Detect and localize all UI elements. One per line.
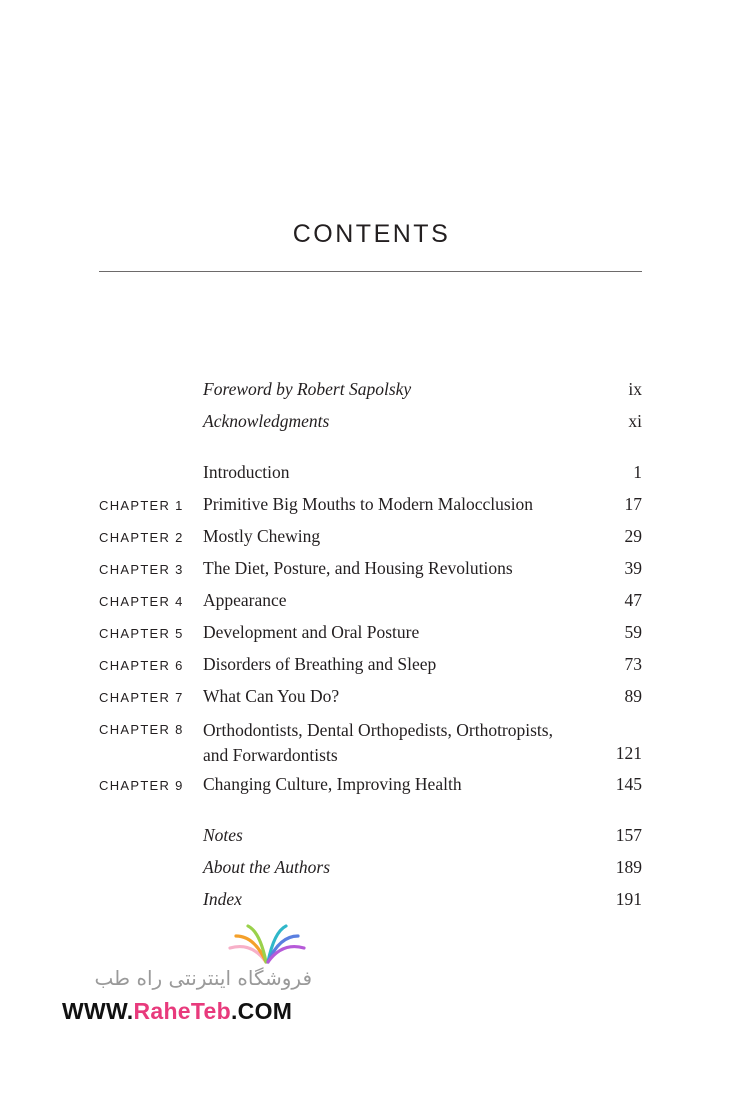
entry-page-number: 189 [615,857,642,877]
entry-title: Acknowledgments [203,411,330,431]
watermark-persian-text: فروشگاه اینترنتی راه طب [94,966,312,990]
entry-title: Development and Oral Posture [203,622,420,642]
toc-entry-about-the-authors[interactable] [99,857,642,881]
chapter-label: CHAPTER 6 [99,658,184,673]
entry-title-line-1: Orthodontists, Dental Orthopedists, Orthotropists, [203,720,553,740]
chapter-label: CHAPTER 1 [99,498,184,513]
entry-page-number: 191 [615,889,642,909]
entry-title: Changing Culture, Improving Health [203,774,462,794]
entry-page-number: ix [628,379,642,399]
chapter-label: CHAPTER 7 [99,690,184,705]
watermark-url-brand: RaheTeb [133,998,231,1024]
entry-title: The Diet, Posture, and Housing Revolutions [203,558,513,578]
toc-entry-chapter-5[interactable] [99,622,642,646]
toc-entry-chapter-6[interactable] [99,654,642,678]
entry-page-number: 121 [615,743,642,763]
entry-page-number: 39 [624,558,642,578]
toc-entry-chapter-1[interactable] [99,494,642,518]
entry-title: Foreword by Robert Sapolsky [203,379,412,399]
entry-page-number: 59 [624,622,642,642]
open-book-fan-logo-icon [222,922,312,966]
entry-title-line-2: and Forwardontists [203,745,338,765]
entry-title: Introduction [203,462,290,482]
entry-page-number: 17 [624,494,642,514]
chapter-label: CHAPTER 5 [99,626,184,641]
watermark-url-suffix: .COM [230,998,293,1024]
entry-title: Disorders of Breathing and Sleep [203,654,437,674]
toc-entry-introduction[interactable] [99,462,642,486]
entry-page-number: 73 [624,654,642,674]
toc-entry-chapter-8[interactable] [99,718,642,768]
toc-entry-acknowledgments[interactable] [99,411,642,435]
entry-page-number: 145 [615,774,642,794]
entry-page-number: 1 [633,462,642,482]
toc-entry-foreword[interactable] [99,379,642,403]
toc-entry-notes[interactable] [99,825,642,849]
chapter-label: CHAPTER 3 [99,562,184,577]
entry-title: Index [203,889,242,909]
chapter-label: CHAPTER 9 [99,778,184,793]
title-divider [99,271,642,272]
chapter-label: CHAPTER 4 [99,594,184,609]
toc-entry-chapter-2[interactable] [99,526,642,550]
page-title: CONTENTS [292,220,451,248]
entry-page-number: 89 [624,686,642,706]
toc-entry-chapter-7[interactable] [99,686,642,710]
chapter-label: CHAPTER 8 [99,722,184,737]
entry-page-number: xi [628,411,642,431]
entry-title: Mostly Chewing [203,526,321,546]
watermark [62,920,322,1030]
entry-title: About the Authors [203,857,331,877]
entry-page-number: 29 [624,526,642,546]
watermark-url-prefix: WWW. [62,998,134,1024]
entry-title: Notes [203,825,243,845]
toc-entry-chapter-3[interactable] [99,558,642,582]
toc-entry-chapter-4[interactable] [99,590,642,614]
entry-title: What Can You Do? [203,686,340,706]
entry-page-number: 47 [624,590,642,610]
entry-page-number: 157 [615,825,642,845]
entry-title [203,718,553,768]
toc-entry-index[interactable] [99,889,642,913]
watermark-url [62,998,292,1025]
toc-entry-chapter-9[interactable] [99,774,642,798]
entry-title: Primitive Big Mouths to Modern Malocclusion [203,494,534,514]
chapter-label: CHAPTER 2 [99,530,184,545]
entry-title: Appearance [203,590,287,610]
